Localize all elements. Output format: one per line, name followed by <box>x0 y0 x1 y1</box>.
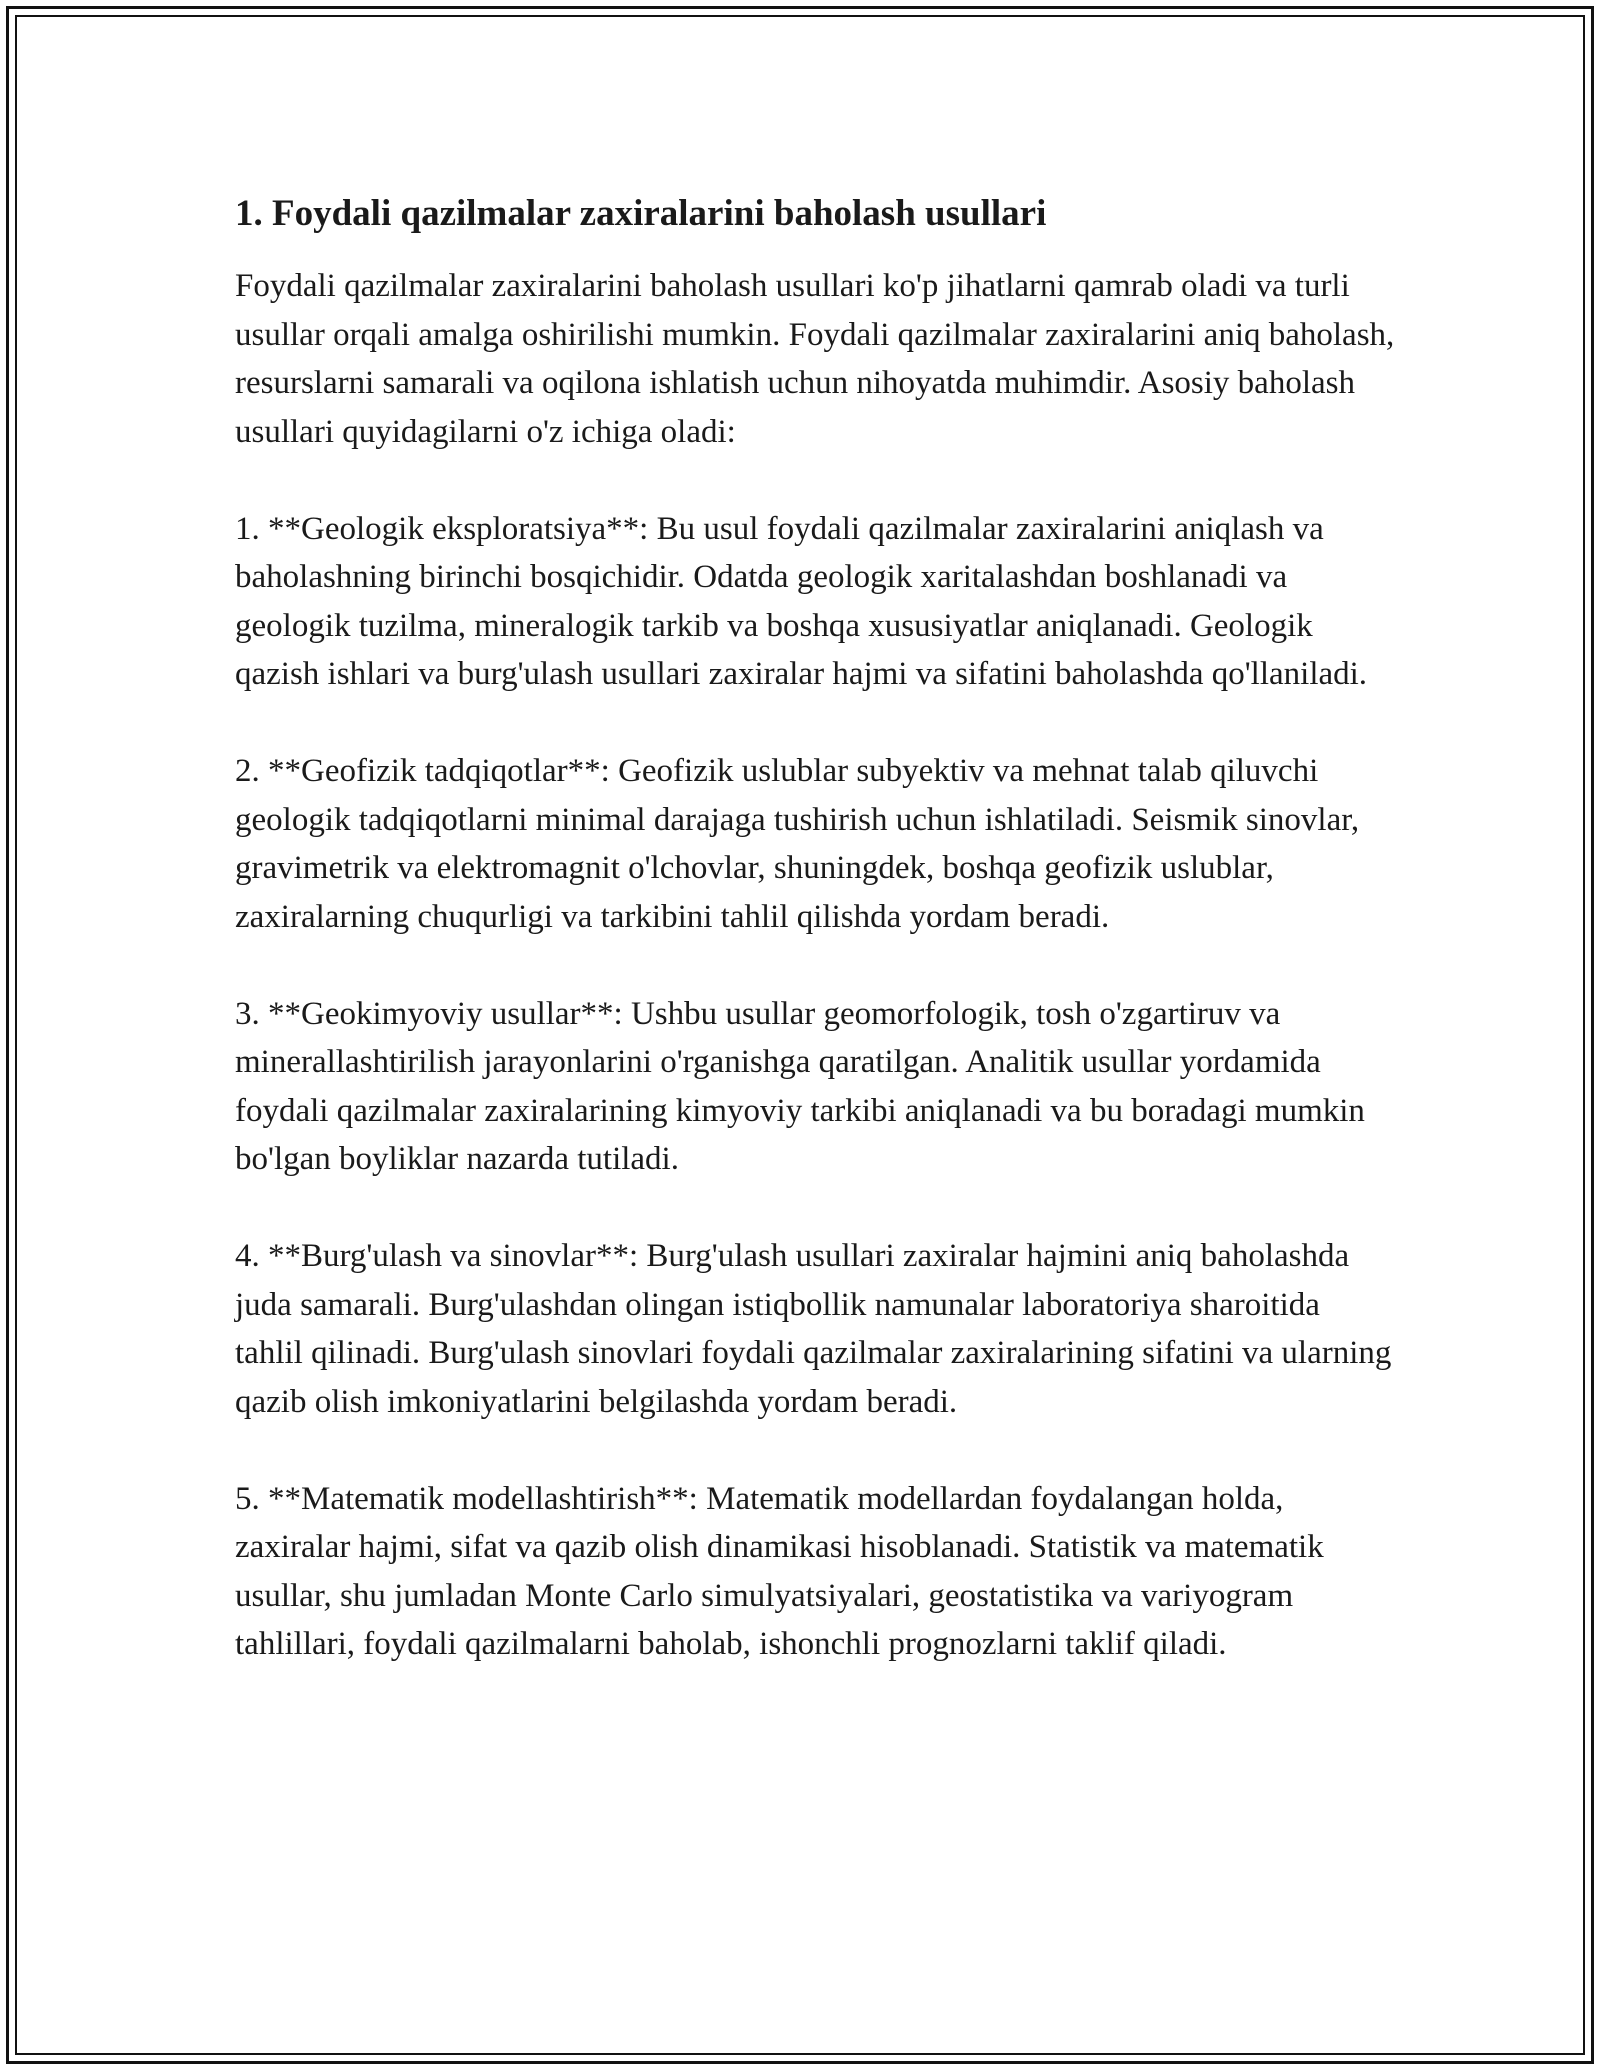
paragraph-matematik-modellashtirish: 5. **Matematik modellashtirish**: Matematik modellardan foydalangan holda, zaxiralar hajmi, sifat va qazib olish dinamikasi hisoblanadi. Statistik va matematik usullar, shu jumladan Monte Carlo simulyatsiyalari, geostatistika va variyogram tahlillari, foydali qazilmalarni baholab, ishonchli prognozlarni taklif qiladi. <box>235 1480 1324 1663</box>
paragraph-geofizik-tadqiqotlar: 2. **Geofizik tadqiqotlar**: Geofizik uslublar subyektiv va mehnat talab qiluvchi geologik tadqiqotlarni minimal darajaga tushirish uchun ishlatiladi. Seismik sinovlar, gravimetrik va elektromagnit o'lchovlar, shuningdek, boshqa geofizik uslublar, zaxiralarning chuqurligi va tarkibini tahlil qilishda yordam beradi. <box>235 753 1360 935</box>
document-title: 1. Foydali qazilmalar zaxiralarini baholash usullari <box>235 193 1047 234</box>
document-body <box>235 180 1395 1669</box>
paragraph-burgulash-va-sinovlar: 4. **Burg'ulash va sinovlar**: Burg'ulash usullari zaxiralar hajmini aniq baholashda juda samarali. Burg'ulashdan olingan istiqbollik namunalar laboratoriya sharoitida tahlil qilinadi. Burg'ulash sinovlari foydali qazilmalar zaxiralarining sifatini va ularning qazib olish imkoniyatlarini belgilashda yordam beradi. <box>235 1238 1392 1420</box>
paragraph-geologik-eksploratsiya: 1. **Geologik eksploratsiya**: Bu usul foydali qazilmalar zaxiralarini aniqlash va baholashning birinchi bosqichidir. Odatda geologik xaritalashdan boshlanadi va geologik tuzilma, mineralogik tarkib va boshqa xususiyatlar aniqlanadi. Geologik qazish ishlari va burg'ulash usullari zaxiralar hajmi va sifatini baholashda qo'llaniladi. <box>235 510 1368 693</box>
paragraph-geokimyoviy-usullar: 3. **Geokimyoviy usullar**: Ushbu usullar geomorfologik, tosh o'zgartiruv va minerallashtirilish jarayonlarini o'rganishga qaratilgan. Analitik usullar yordamida foydali qazilmalar zaxiralarining kimyoviy tarkibi aniqlanadi va bu boradagi mumkin bo'lgan boyliklar nazarda tutiladi. <box>235 995 1365 1178</box>
intro-paragraph: Foydali qazilmalar zaxiralarini baholash usullari ko'p jihatlarni qamrab oladi va turli usullar orqali amalga oshirilishi mumkin. Foydali qazilmalar zaxiralarini aniq baholash, resurslarni samarali va oqilona ishlatish uchun nihoyatda muhimdir. Asosiy baholash usullari quyidagilarni o'z ichiga oladi: <box>235 268 1395 450</box>
